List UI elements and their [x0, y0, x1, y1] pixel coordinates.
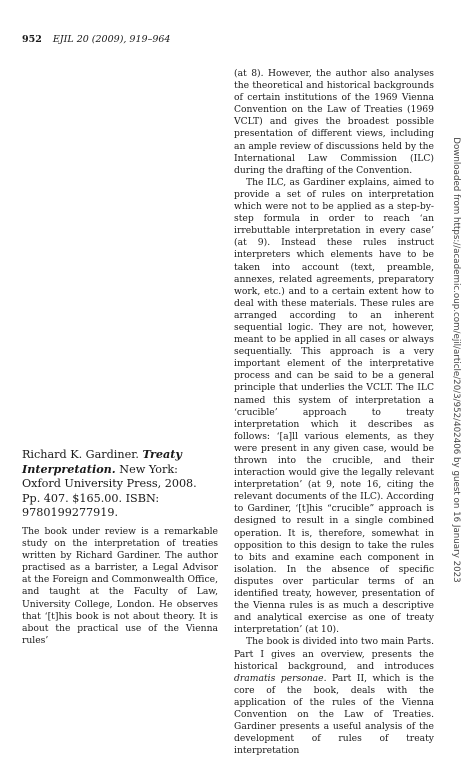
left-column	[22, 447, 218, 647]
italic-phrase: dramatis personae	[234, 672, 324, 684]
paragraph-text: . Part II, which is the core of the book, deals with the application of the rules of the Vienna Convention on the Law of Treaties. Gardiner presents a useful analysis of the development of rules of treaty interpretation	[234, 672, 434, 757]
body-paragraph	[234, 636, 434, 757]
body-paragraph: The book under review is a remarkable study on the interpretation of treaties written by Richard Gardiner. The author practised as a barrister, a Legal Advisor at the Foreign and Commonwealth Office, and taught at the Faculty of Law, University College, London. He observes that ‘[t]his book is not about theory. It is about the practical use of the Vienna rules’	[22, 526, 218, 646]
journal-citation: EJIL 20 (2009), 919–964	[52, 34, 171, 45]
body-paragraph: The ILC, as Gardiner explains, aimed to provide a set of rules on interpretation which were not to be applied as a step-by-step formula in order to reach ‘an irrebuttable interpretation in every case’ (at 9). Instead these rules instruct interpreters which elements have to be taken into account (text, preamble, annexes, related agreements, preparatory work, etc.) and to a certain extent how to deal with these materials. These rules are arranged according to an inherent sequential logic. They are not, however, meant to be applied in all cases or always sequentially. This approach is a very important element of the interpretative process and can be said to be a general principle that underlies the VCLT. The ILC named this system of interpretation a ‘crucible’ approach to treaty interpretation which it describes as follows: ‘[a]ll various elements, as they were present in any given case, would be thrown into the crucible, and their interaction would give the legally relevant interpretation’ (at 9, note 16, citing the relevant documents of the ILC). According to Gardiner, ‘[t]his “crucible” approach is designed to result in a single combined operation. It is, therefore, somewhat in opposition to this design to take the rules to bits and examine each component in isolation. In the absence of specific disputes over particular terms of an identified treaty, however, presentation of the Vienna rules is as much a descriptive and analytical exercise as one of treaty interpretation’ (at 10).	[234, 176, 434, 636]
book-reference	[22, 447, 218, 520]
body-paragraph: (at 8). However, the author also analyses the theoretical and historical backgrounds of certain institutions of the 1969 Vienna Convention on the Law of Treaties (1969 VCLT) and gives the broadest possible presentation of different views, including an ample review of discussions held by the International Law Commission (ILC) during the drafting of the Convention.	[234, 68, 434, 176]
book-title: Treaty Interpretation.	[22, 447, 182, 477]
running-header	[22, 34, 170, 45]
paragraph-text: The book is divided into two main Parts. Part I gives an overview, presents the historical background, and introduces	[234, 636, 434, 672]
download-watermark: Downloaded from https://academic.oup.com/ejil/article/20/3/952/402406 by guest on 16 January 2023	[451, 137, 461, 583]
book-publication: New York: Oxford University Press, 2008. Pp. 407. $165.00. ISBN: 9780199277919.	[22, 463, 197, 519]
page-number: 952	[22, 34, 42, 45]
book-author: Richard K. Gardiner.	[22, 448, 139, 461]
right-column	[234, 68, 434, 757]
